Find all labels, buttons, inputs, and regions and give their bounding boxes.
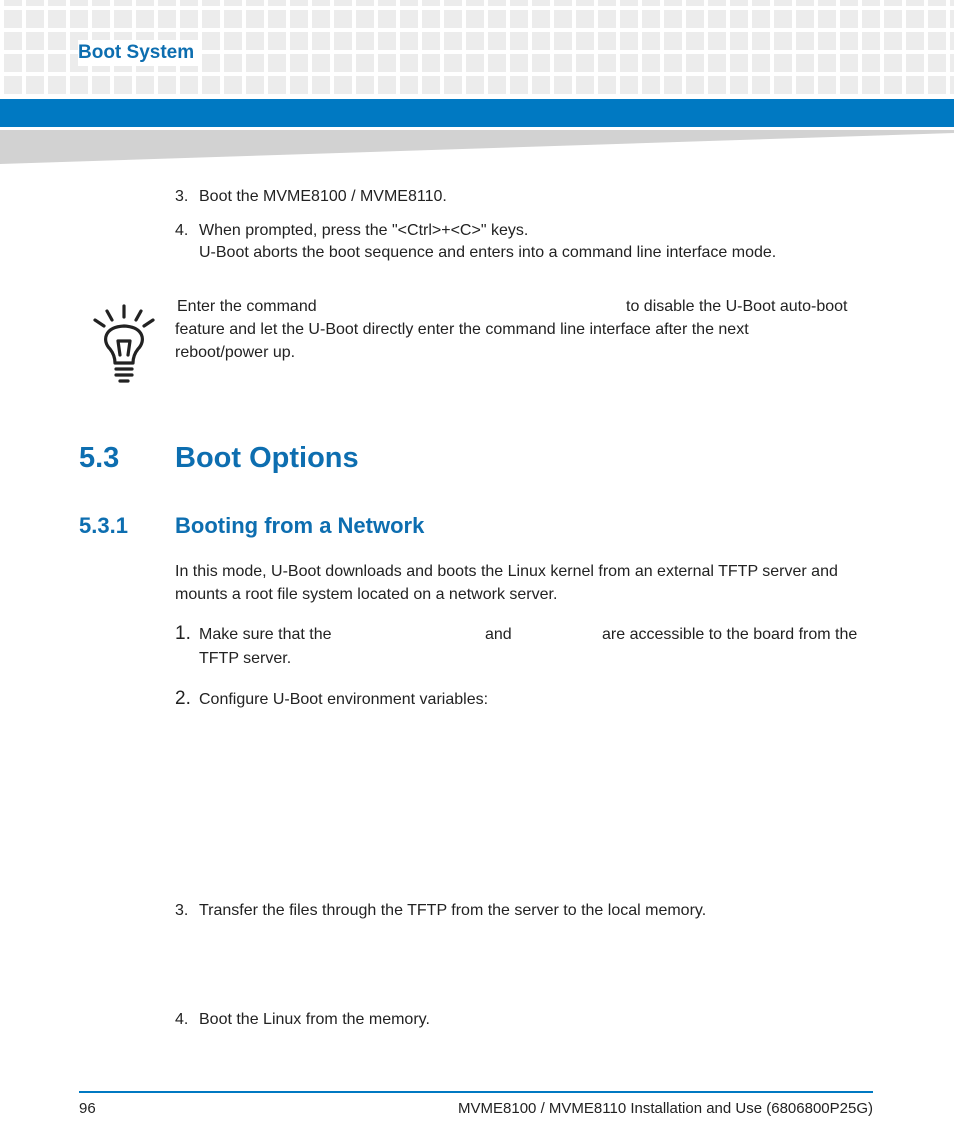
step-number: 2. [175, 688, 191, 709]
step-text: When prompted, press the "<Ctrl>+<C>" keys. [199, 222, 529, 239]
header-grey-wedge [0, 130, 954, 164]
header-blue-bar [0, 99, 954, 127]
step-number: 4. [175, 1011, 189, 1028]
step-text: Configure U-Boot environment variables: [199, 691, 489, 708]
tip-text-line3: reboot/power up. [175, 344, 296, 361]
step-text-part2: and [485, 626, 512, 643]
step-text-part1: Make sure that the [199, 626, 332, 643]
step-number: 4. [175, 222, 189, 239]
tip-text-part2: to disable the U-Boot auto-boot [626, 298, 848, 315]
step-text: Transfer the files through the TFTP from the server to the local memory. [199, 902, 707, 919]
step-text-continued: U-Boot aborts the boot sequence and enters into a command line interface mode. [199, 244, 777, 261]
step-text-part3: are accessible to the board from the [602, 626, 858, 643]
step-number: 1. [175, 623, 191, 644]
footer-doc-title: MVME8100 / MVME8110 Installation and Use (6806800P25G) [458, 1100, 873, 1117]
step-number: 3. [175, 902, 189, 919]
step-text: Boot the Linux from the memory. [199, 1011, 430, 1028]
step-text-line2: TFTP server. [199, 650, 292, 667]
subsection-heading [79, 513, 425, 539]
section-heading [79, 442, 359, 475]
intro-line-1: In this mode, U-Boot downloads and boots the Linux kernel from an external TFTP server and [175, 563, 838, 580]
footer-rule [79, 1091, 873, 1093]
tip-text-line2: feature and let the U-Boot directly enter the command line interface after the next [175, 321, 749, 338]
page-number: 96 [79, 1100, 96, 1117]
header-section-title: Boot System [78, 40, 198, 66]
intro-line-2: mounts a root file system located on a network server. [175, 586, 558, 603]
step-number: 3. [175, 188, 189, 205]
step-text: Boot the MVME8100 / MVME8110. [199, 188, 447, 205]
lightbulb-icon [92, 303, 156, 385]
subsection-title: Booting from a Network [175, 513, 425, 538]
step-3-top [175, 185, 188, 208]
tip-text-part1: Enter the command [177, 298, 317, 315]
section-number: 5.3 [79, 442, 120, 474]
subsection-number: 5.3.1 [79, 513, 128, 538]
section-title: Boot Options [175, 442, 359, 474]
